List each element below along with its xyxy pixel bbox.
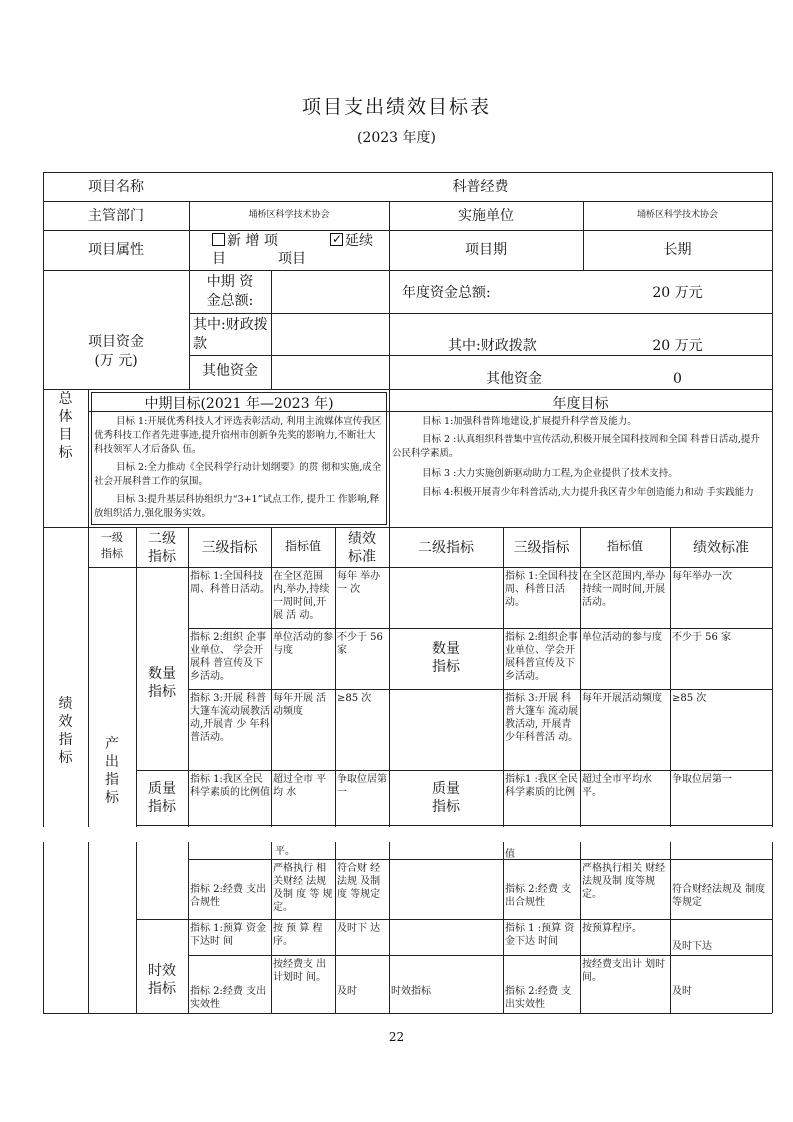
l-indicator-2: 指标 2:组织 企事业单位、 学会开展科 普宣传及下 乡活动。 bbox=[190, 632, 267, 682]
mid-goal-header: 中期目标(2021 年—2023 年) bbox=[144, 396, 334, 412]
attr-cont-label: 延续 bbox=[345, 233, 373, 249]
r-standard-1: 每年举办一次 bbox=[672, 571, 732, 582]
r-time-value-2: 按经费支出计 划时间。 bbox=[582, 959, 666, 983]
l-value-3: 每年开展 活动频度 bbox=[273, 693, 327, 717]
l-time-value-2: 按经费支 出计划时 间。 bbox=[273, 959, 327, 983]
mid-other-label: 其他资金 bbox=[202, 363, 258, 379]
mid-goal-1: 目标 1:开展优秀科技人才评选表彰活动, 利用主流媒体宣传我区优秀科技工作者先进事迹,提升宿州市创新争先奖的影响力,不断壮大科技领军人才后备队 伍。 bbox=[94, 416, 382, 455]
r-value-1: 在全区范围内,举办持续一周时间,开展活动。 bbox=[582, 571, 666, 608]
attr-new-label: 新 增 项 目 bbox=[212, 233, 278, 267]
r-time-2: 指标 2:经费 支出实效性 bbox=[505, 986, 572, 1010]
r-time-1: 指标 1 :预算 资金下达 时间 bbox=[505, 923, 575, 947]
year-goal-header: 年度目标 bbox=[552, 396, 609, 412]
project-name-value: 科普经费 bbox=[452, 179, 509, 195]
funds-unit: (万 元) bbox=[94, 353, 138, 369]
quality-label: 质量 指标 bbox=[148, 781, 176, 815]
perf-h-level3: 三级指标 bbox=[201, 540, 258, 556]
dept-label: 主管部门 bbox=[88, 208, 144, 224]
r-quality-2: 指标 2:经费 支出合规性 bbox=[505, 884, 572, 908]
overall-goals-side-label: 总 体 目 标 bbox=[58, 391, 73, 461]
l-indicator-1: 指标 1:全国科技周、科普日活动。 bbox=[190, 571, 270, 595]
year-goal-2: 目标 2 :认真组织科普集中宣传活动,积极开展全国科技周和全国 科普日活动,提升公民科学素质。 bbox=[392, 434, 760, 459]
l-standard-1: 每年 举办一 次 bbox=[337, 571, 381, 595]
perf-h-level2: 二级 指标 bbox=[148, 531, 176, 565]
project-name-label: 项目名称 bbox=[88, 179, 144, 195]
perf-h-r-level2: 二级指标 bbox=[418, 540, 474, 556]
l-time-2: 指标 2:经费 支出实效性 bbox=[190, 986, 267, 1010]
year-total-value: 20 万元 bbox=[652, 285, 703, 301]
l-quality-2: 指标 2:经费 支出合规性 bbox=[190, 884, 267, 908]
l-standard-3: ≥85 次 bbox=[337, 693, 372, 704]
l-quality-value-2: 严格执行 相关财经 法规及制 度 等 规定。 bbox=[273, 863, 333, 913]
l-indicator-3: 指标 3:开展 科普大篷车流动展教活动,开展青 少 年科普活动。 bbox=[190, 693, 270, 743]
perf-side-label: 绩 效 指 标 bbox=[58, 696, 73, 766]
year-other-label: 其他资金 bbox=[486, 371, 542, 387]
l-value-2: 单位活动的参与度 bbox=[273, 632, 333, 656]
page-title: 项目支出绩效目标表 bbox=[301, 96, 491, 118]
perf-h-level1: 一级 指标 bbox=[101, 531, 123, 560]
page-number: 22 bbox=[388, 1030, 405, 1044]
r-indicator-continued: 值 bbox=[505, 849, 515, 860]
r-time-value-1: 按预算程序。 bbox=[582, 923, 642, 934]
mid-total-label-2: 金总额: bbox=[206, 293, 254, 309]
dept-value: 埇桥区科学技术协会 bbox=[248, 210, 330, 220]
year-goal-3: 目标 3 :大力实施创新驱动助力工程,为企业提供了技术支持。 bbox=[422, 468, 678, 479]
year-fiscal-value: 20 万元 bbox=[652, 338, 703, 354]
mid-fiscal-label: 其中:财政拨 bbox=[193, 317, 268, 333]
l-time-value-1: 按 预 算 程序。 bbox=[273, 923, 323, 947]
l-value-continued: 平。 bbox=[275, 846, 295, 857]
perf-h-r-standard: 绩效标准 bbox=[693, 540, 749, 556]
r-time-standard-2: 及时 bbox=[672, 986, 692, 997]
r-value-3: 每年开展活动频度 bbox=[582, 693, 662, 704]
period-value: 长期 bbox=[663, 242, 692, 258]
output-indicator-label: 产 出 指 标 bbox=[105, 736, 119, 806]
l-quality-1: 指标 1:我区全民科学素质的比例值 bbox=[190, 774, 270, 798]
perf-h-standard: 绩效 标准 bbox=[348, 531, 376, 565]
checked-checkbox-icon: ✓ bbox=[332, 232, 343, 246]
year-goal-1: 目标 1:加强科普阵地建设,扩展提升科学普及能力。 bbox=[422, 416, 637, 427]
r-quality-value-2: 严格执行相关 财经法规及制 度等规定。 bbox=[582, 863, 666, 900]
impl-value: 埇桥区科学技术协会 bbox=[636, 210, 718, 220]
funds-label: 项目资金 bbox=[88, 334, 144, 350]
l-time-1: 指标 1:预算 资金下达时 间 bbox=[190, 923, 267, 947]
r-value-2: 单位活动的参与度 bbox=[582, 632, 662, 643]
l-standard-2: 不少于 56 家 bbox=[337, 632, 383, 656]
attr-cont-label-2: 项目 bbox=[278, 251, 306, 267]
r-indicator-3: 指标 3:开展 科普大篷车 流动展教活动, 开展青 少年科普活 动。 bbox=[505, 693, 579, 743]
r-indicator-1: 指标 1:全国科技周、科普日活动。 bbox=[505, 571, 578, 608]
r-quality-standard-1: 争取位居第一 bbox=[672, 774, 732, 785]
l-quality-standard-1: 争取位居第一 bbox=[337, 774, 387, 798]
r-time-level2-label: 时效指标 bbox=[391, 986, 431, 997]
year-other-value: 0 bbox=[673, 371, 682, 387]
r-quality-1: 指标1 :我区全民科学素质的比例 bbox=[505, 774, 578, 798]
impl-label: 实施单位 bbox=[458, 208, 514, 224]
year-total-label: 年度资金总额: bbox=[402, 285, 491, 301]
perf-h-r-value: 指标值 bbox=[606, 539, 643, 553]
mid-total-label: 中期 资 bbox=[206, 274, 254, 290]
r-standard-3: ≥85 次 bbox=[672, 693, 707, 704]
mid-goal-2: 目标 2:全力推动《全民科学行动计划纲要》的贯 彻和实施,成全社会开展科普工作的氛围。 bbox=[94, 462, 382, 487]
l-time-standard-1: 及时下 达 bbox=[337, 923, 381, 934]
r-standard-2: 不少于 56 家 bbox=[672, 632, 732, 643]
l-quality-standard-2: 符合财 经法规 及制度 等规定 bbox=[337, 863, 381, 900]
attr-cont-option bbox=[330, 232, 390, 250]
mid-fiscal-label-2: 款 bbox=[193, 336, 207, 352]
r-time-standard-1: 及时下达 bbox=[672, 941, 712, 952]
l-quality-value-1: 超过全市 平均 水 bbox=[273, 774, 327, 798]
page-subtitle-year: (2023 年度) bbox=[356, 130, 436, 146]
r-quality-value-1: 超过全市平均水平。 bbox=[582, 774, 652, 798]
l-value-1: 在全区范围内,举办,持续一周时间,开 展 活 动。 bbox=[273, 571, 330, 621]
timeliness-label: 时效 指标 bbox=[148, 963, 176, 997]
period-label: 项目期 bbox=[465, 242, 507, 258]
r-indicator-2: 指标 2:组织企事业单位、学会开 展科普宣传及下乡活动。 bbox=[505, 632, 578, 682]
unchecked-checkbox-icon bbox=[212, 233, 225, 246]
r-quality-standard-2: 符合财经法规及 制度等规定 bbox=[672, 884, 766, 908]
r-quality-label: 质量 指标 bbox=[432, 781, 460, 815]
year-fiscal-label: 其中:财政拨款 bbox=[448, 338, 537, 354]
mid-goal-3: 目标 3:提升基层科协组织力“3+1”试点工作, 提升工 作影响,释放组织活力,强化服务实效。 bbox=[94, 494, 380, 519]
r-quantity-label: 数量 指标 bbox=[432, 641, 460, 675]
perf-h-value: 指标值 bbox=[284, 539, 321, 553]
quantity-label: 数量 指标 bbox=[148, 666, 176, 700]
perf-h-r-level3: 三级指标 bbox=[513, 540, 570, 556]
attr-label: 项目属性 bbox=[88, 242, 144, 258]
year-goal-4: 目标 4:积极开展青少年科普活动,大力提升我区青少年创造能力和动 手实践能力 bbox=[422, 487, 754, 498]
l-time-standard-2: 及时 bbox=[337, 986, 357, 997]
